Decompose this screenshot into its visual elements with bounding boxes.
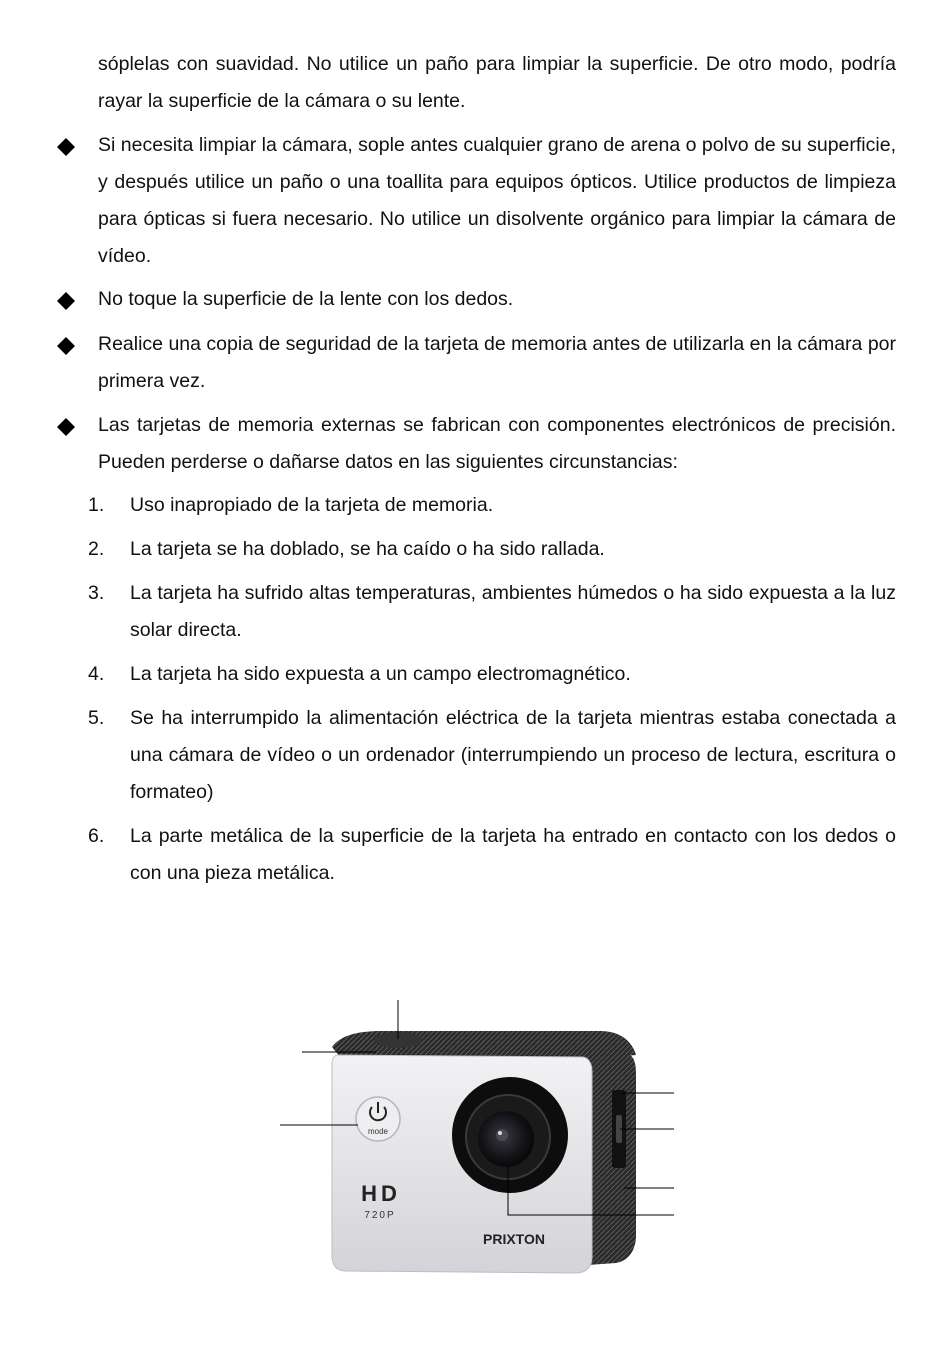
- paragraph-continuation: sóplelas con suavidad. No utilice un paño para limpiar la superficie. De otro modo, podría rayar la superficie de la cámara o su lente.: [98, 53, 896, 112]
- list-item-number: 6.: [88, 825, 105, 847]
- list-item: La tarjeta ha sufrido altas temperaturas, ambientes húmedos o ha sido expuesta a la luz solar directa.: [130, 582, 896, 641]
- list-item: La parte metálica de la superficie de la tarjeta ha entrado en contacto con los dedos o con una pieza metálica.: [130, 825, 896, 884]
- camera-top-grip: [332, 1031, 636, 1059]
- list-item: Se ha interrumpido la alimentación eléctrica de la tarjeta mientras estaba conectada a una cámara de vídeo o un ordenador (interrumpiendo un proceso de lectura, escritura o formateo): [130, 707, 896, 803]
- list-item: La tarjeta se ha doblado, se ha caído o ha sido rallada.: [130, 538, 605, 560]
- paragraph-backup: Realice una copia de seguridad de la tarjeta de memoria antes de utilizarla en la cámara por primera vez.: [98, 333, 896, 392]
- list-item-number: 2.: [88, 538, 105, 560]
- list-item: Uso inapropiado de la tarjeta de memoria.: [130, 494, 494, 516]
- bullet-diamond-icon: [56, 291, 76, 311]
- paragraph-memory-cards: Las tarjetas de memoria externas se fabrican con componentes electrónicos de precisión. Pueden perderse o dañarse datos en las siguientes circunstancias:: [98, 414, 896, 473]
- lens-reflection: [496, 1129, 508, 1141]
- list-item-number: 1.: [88, 494, 105, 516]
- lens-highlight: [498, 1131, 502, 1135]
- hd-label: HD: [361, 1181, 401, 1206]
- mode-label: mode: [367, 1127, 389, 1136]
- bullet-diamond-icon: [56, 336, 76, 356]
- paragraph-lens: No toque la superficie de la lente con los dedos.: [98, 288, 514, 310]
- brand-logo: PRIXTON: [483, 1231, 545, 1247]
- list-item: La tarjeta ha sido expuesta a un campo electromagnético.: [130, 663, 631, 685]
- bullet-diamond-icon: [56, 417, 76, 437]
- camera-figure: [270, 995, 690, 1285]
- list-item-number: 4.: [88, 663, 105, 685]
- bullet-diamond-icon: [56, 137, 76, 157]
- list-item-number: 5.: [88, 707, 105, 729]
- resolution-label: 720P: [364, 1210, 396, 1221]
- paragraph-cleaning: Si necesita limpiar la cámara, sople antes cualquier grano de arena o polvo de su superficie, y después utilice un paño o una toallita para equipos ópticos. Utilice productos de limpieza para ópticas si fuera necesario. No utilice un disolvente orgánico para limpiar la cámara de vídeo.: [98, 134, 896, 267]
- list-item-number: 3.: [88, 582, 105, 604]
